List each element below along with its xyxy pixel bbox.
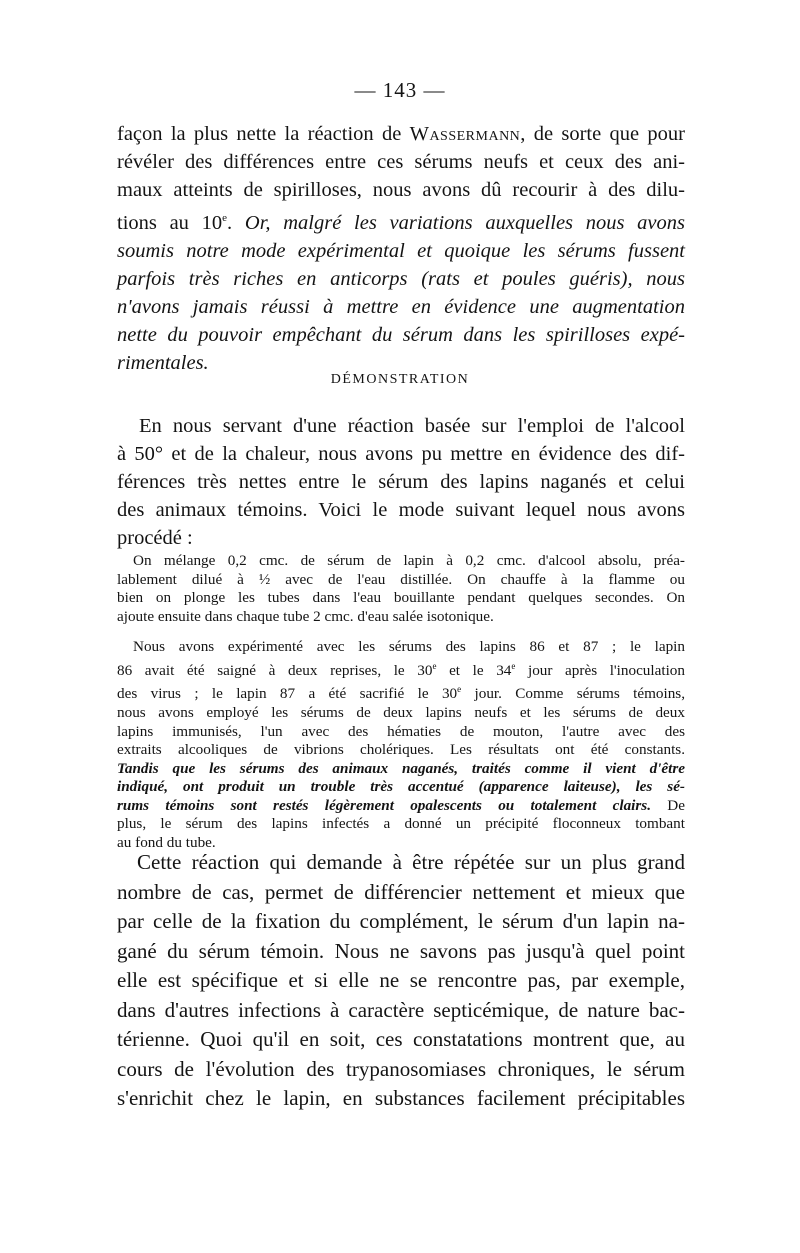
text-line: par celle de la fixation du complément, le sérum d'un lapin na-	[117, 909, 685, 933]
text-line: au fond du tube.	[117, 834, 216, 852]
text-line: On mélange 0,2 cmc. de sérum de lapin à 0,2 cmc. d'alcool absolu, préa-	[133, 552, 685, 569]
text-line: ajoute ensuite dans chaque tube 2 cmc. d'eau salée isotonique.	[117, 607, 494, 625]
text-line: térienne. Quoi qu'il en soit, ces constatations montrent que, au	[117, 1027, 685, 1051]
text-line: Nous avons expérimenté avec les sérums des lapins 86 et 87 ; le lapin	[133, 638, 685, 655]
text-line: rimentales.	[117, 351, 209, 374]
text-line: maux atteints de spirilloses, nous avons dû recourir à des dilu-	[117, 179, 685, 201]
text-line: lapins immunisés, l'un avec des hématies de mouton, l'autre avec des	[117, 722, 685, 740]
text-line: férences très nettes entre le sérum des lapins naganés et celui	[117, 471, 685, 493]
text-line: des animaux témoins. Voici le mode suivant lequel nous avons	[117, 499, 685, 521]
text-line: dans d'autres infections à caractère septicémique, de nature bac-	[117, 997, 685, 1022]
text-line: lablement dilué à ½ avec de l'eau distillée. On chauffe à la flamme ou	[117, 570, 685, 588]
paragraph-continuation	[117, 120, 685, 377]
text-line: rums témoins sont restés légèrement opalescents ou totalement clairs. De	[117, 796, 685, 814]
text-line: elle est spécifique et si elle ne se rencontre pas, par exemple,	[117, 968, 685, 992]
text-line: n'avons jamais réussi à mettre en évidence une augmentation	[117, 295, 685, 318]
paragraph-results	[117, 638, 685, 853]
text-line: bien on plonge les tubes dans l'eau bouillante pendant quelques secondes. On	[117, 589, 685, 607]
text-line: procédé :	[117, 527, 193, 549]
author-name: Wassermann	[409, 123, 521, 145]
text-line: extraits alcooliques de vibrions cholériques. Les résultats ont été constants.	[117, 741, 685, 759]
text-line: s'enrichit chez le lapin, en substances facilement précipitables	[117, 1086, 685, 1110]
text-line: nombre de cas, permet de différencier nettement et mieux que	[117, 879, 685, 904]
text-line: En nous servant d'une réaction basée sur l'emploi de l'alcool	[139, 415, 685, 437]
section-heading: DÉMONSTRATION	[330, 372, 470, 387]
text-line: soumis notre mode expérimental et quoique les sérums fussent	[117, 239, 685, 262]
text-line: Cette réaction qui demande à être répétée sur un plus grand	[137, 850, 685, 874]
text-line: à 50° et de la chaleur, nous avons pu mettre en évidence des dif-	[117, 443, 685, 465]
paragraph-method	[117, 552, 685, 626]
paragraph-demonstration	[117, 412, 685, 552]
text-line: 86 avait été saigné à deux reprises, le 30e et le 34e jour après l'inoculation	[117, 660, 685, 679]
text-line: gané du sérum témoin. Nous ne savons pas jusqu'à quel point	[117, 938, 685, 963]
text-line: tions au 10e. Or, malgré les variations auxquelles nous avons	[117, 211, 686, 234]
paragraph-conclusion	[117, 848, 685, 1114]
text-line: nous avons employé les sérums de deux lapins neufs et les sérums de deux	[117, 703, 685, 721]
text-line: cours de l'évolution des trypanosomiases chroniques, le sérum	[117, 1056, 685, 1081]
text-line: nette du pouvoir empêchant du sérum dans les spirilloses expé-	[117, 323, 685, 346]
page-number: — 143 —	[354, 78, 446, 102]
text-line: indiqué, ont produit un trouble très accentué (apparence laiteuse), les sé-	[117, 778, 685, 796]
text-line: des virus ; le lapin 87 a été sacrifié le 30e jour. Comme sérums témoins,	[117, 684, 685, 703]
text-line: parfois très riches en anticorps (rats et poules guéris), nous	[117, 267, 685, 290]
text-line: Tandis que les sérums des animaux naganés, traités comme il vient d'être	[117, 759, 685, 777]
text-line: plus, le sérum des lapins infectés a donné un précipité floconneux tombant	[117, 815, 685, 833]
text-line: révéler des différences entre ces sérums neufs et ceux des ani-	[117, 151, 685, 173]
text-line: façon la plus nette la réaction de Wassermann, de sorte que pour	[117, 123, 685, 145]
